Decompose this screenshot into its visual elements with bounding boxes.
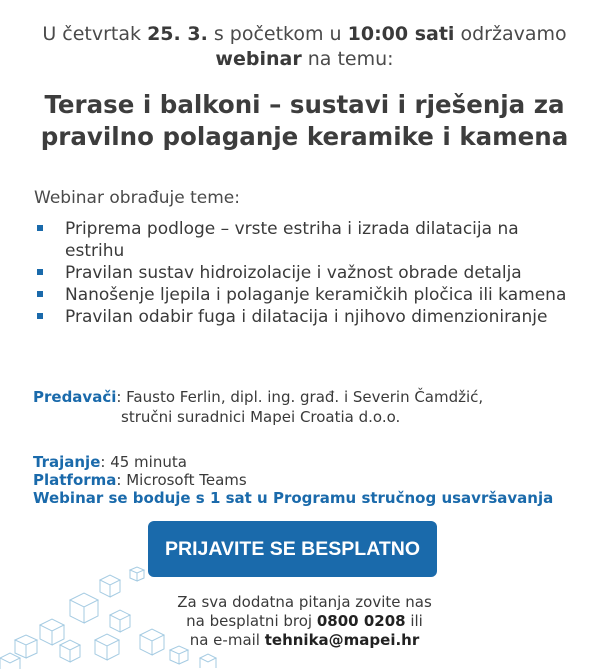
register-button[interactable]: PRIJAVITE SE BESPLATNO xyxy=(148,521,437,577)
bullet-icon xyxy=(37,313,43,319)
intro-text: na temu: xyxy=(301,48,394,70)
contact-text: na e-mail xyxy=(189,631,265,649)
intro-text: održavamo xyxy=(454,23,567,45)
platform-value: : Microsoft Teams xyxy=(116,471,247,489)
list-item xyxy=(30,306,575,328)
topics-list xyxy=(30,218,575,328)
phone-number[interactable]: 0800 0208 xyxy=(316,612,406,630)
duration-label: Trajanje xyxy=(33,453,101,471)
contact-text: na besplatni broj xyxy=(186,612,317,630)
contact-line-1: Za sva dodatna pitanja zovite nas xyxy=(177,593,432,611)
bullet-icon xyxy=(37,291,43,297)
topic-label: Pravilan odabir fuga i dilatacija i njihovo dimenzioniranje xyxy=(65,307,548,327)
webinar-date: 25. 3. xyxy=(147,23,208,45)
lecturers-affiliation: stručni suradnici Mapei Croatia d.o.o. xyxy=(121,408,401,426)
contact-text: ili xyxy=(405,612,423,630)
platform-row xyxy=(33,471,553,489)
duration-row xyxy=(33,453,553,471)
title-line-1: Terase i balkoni – sustavi i rješenja za xyxy=(44,90,565,119)
topic-label: Pravilan sustav hidroizolacije i važnost obrade detalja xyxy=(65,263,522,283)
credit-note: Webinar se boduje s 1 sat u Programu stručnog usavršavanja xyxy=(33,489,554,507)
email-link[interactable]: tehnika@mapei.hr xyxy=(264,631,420,649)
intro-text: s početkom u xyxy=(207,23,348,45)
platform-label: Platforma xyxy=(33,471,117,489)
topic-label: Priprema podloge – vrste estriha i izrada dilatacija na estrihu xyxy=(65,219,519,261)
topics-heading: Webinar obrađuje teme: xyxy=(34,188,240,208)
title-line-2: pravilno polaganje keramike i kamena xyxy=(40,122,569,151)
webinar-word: webinar xyxy=(215,48,302,70)
lecturers-names: : Fausto Ferlin, dipl. ing. građ. i Severin Čamdžić, xyxy=(116,388,484,406)
list-item xyxy=(30,262,575,284)
lecturers xyxy=(33,387,483,427)
list-item xyxy=(30,218,575,262)
contact-info xyxy=(0,593,609,650)
bullet-icon xyxy=(37,269,43,275)
webinar-intro xyxy=(0,22,609,72)
webinar-details xyxy=(33,453,553,507)
bullet-icon xyxy=(37,225,43,231)
webinar-time: 10:00 sati xyxy=(347,23,455,45)
webinar-title xyxy=(0,89,609,153)
intro-text: U četvrtak xyxy=(42,23,148,45)
lecturers-label: Predavači xyxy=(33,388,117,406)
duration-value: : 45 minuta xyxy=(100,453,187,471)
topic-label: Nanošenje ljepila i polaganje keramičkih pločica ili kamena xyxy=(65,285,567,305)
list-item xyxy=(30,284,575,306)
